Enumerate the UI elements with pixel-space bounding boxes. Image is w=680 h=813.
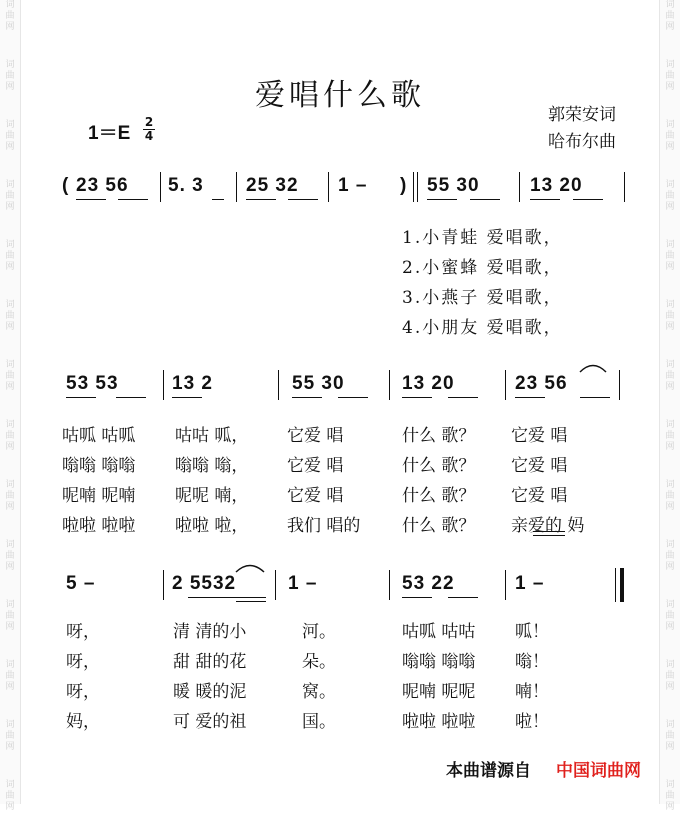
watermark-text xyxy=(3,600,17,633)
measure: 5 – xyxy=(66,573,96,594)
lyric-cell: 咕呱 咕咕 xyxy=(402,622,476,642)
verse-line: 1.小青蛙 爱唱歌， xyxy=(402,228,563,248)
watermark-char: 词 xyxy=(5,60,15,70)
barline xyxy=(328,172,329,202)
verse-line: 3.小燕子 爱唱歌， xyxy=(402,288,563,308)
watermark-char: 网 xyxy=(5,622,15,632)
watermark-char: 网 xyxy=(5,82,15,92)
underline xyxy=(292,397,322,398)
time-top: 2 xyxy=(144,115,154,129)
watermark-text xyxy=(663,660,677,693)
lyric-cell: 什么 歌？ xyxy=(402,486,476,506)
verse-line: 4.小朋友 爱唱歌， xyxy=(402,318,563,338)
watermark-char: 曲 xyxy=(5,551,15,561)
watermark-char: 曲 xyxy=(665,731,675,741)
watermark-char: 词 xyxy=(665,720,675,730)
watermark-char: 词 xyxy=(665,180,675,190)
lyric-cell: 呢呢 喃， xyxy=(175,486,249,506)
watermark-text xyxy=(663,240,677,273)
watermark-char: 曲 xyxy=(5,731,15,741)
watermark-text xyxy=(3,780,17,813)
underline xyxy=(573,199,603,200)
underline xyxy=(116,397,146,398)
intro-close-paren: ) xyxy=(400,175,408,196)
watermark-char: 曲 xyxy=(5,611,15,621)
barline xyxy=(163,570,164,600)
watermark-char: 曲 xyxy=(665,611,675,621)
watermark-char: 曲 xyxy=(665,791,675,801)
lyric-cell: 嗡！ xyxy=(515,652,549,672)
watermark-char: 网 xyxy=(5,742,15,752)
watermark-char: 词 xyxy=(665,780,675,790)
barline xyxy=(413,172,414,202)
watermark-text xyxy=(3,0,17,33)
watermark-text xyxy=(3,420,17,453)
watermark-text xyxy=(3,480,17,513)
watermark-char: 网 xyxy=(5,262,15,272)
song-title: 爱唱什么歌 xyxy=(255,78,425,113)
lyric-cell: 呱！ xyxy=(515,622,549,642)
lyric-cell: 什么 歌？ xyxy=(402,426,476,446)
lyric-cell: 喃！ xyxy=(515,682,549,702)
watermark-text xyxy=(3,300,17,333)
watermark-char: 网 xyxy=(665,622,675,632)
watermark-char: 网 xyxy=(5,442,15,452)
watermark-char: 网 xyxy=(665,682,675,692)
watermark-char: 词 xyxy=(5,780,15,790)
barline xyxy=(389,570,390,600)
watermark-char: 词 xyxy=(665,360,675,370)
lyric-cell: 呀， xyxy=(66,622,100,642)
watermark-char: 词 xyxy=(5,240,15,250)
barline xyxy=(389,370,390,400)
watermark-text xyxy=(663,720,677,753)
watermark-char: 网 xyxy=(665,802,675,812)
lyric-cell: 它爱 唱 xyxy=(287,456,344,476)
lyric-cell: 暖 暖的泥 xyxy=(173,682,247,702)
barline xyxy=(163,370,164,400)
watermark-char: 词 xyxy=(5,300,15,310)
lyric-cell: 呢喃 呢呢 xyxy=(402,682,476,702)
watermark-text xyxy=(663,540,677,573)
measure: 13 2 xyxy=(172,373,213,394)
watermark-char: 曲 xyxy=(665,371,675,381)
barline xyxy=(519,172,520,202)
lyric-cell: 我们 唱的 xyxy=(287,516,361,536)
barline xyxy=(275,570,276,600)
watermark-text xyxy=(663,0,677,33)
watermark-text xyxy=(3,660,17,693)
underline xyxy=(212,199,224,200)
lyric-cell: 清 清的小 xyxy=(173,622,247,642)
watermark-text xyxy=(3,60,17,93)
measure: 55 30 xyxy=(427,175,480,196)
barline xyxy=(505,570,506,600)
watermark-char: 曲 xyxy=(5,671,15,681)
watermark-char: 曲 xyxy=(665,251,675,261)
tie-arc xyxy=(578,361,608,373)
measure: 13 20 xyxy=(530,175,583,196)
underline xyxy=(448,397,478,398)
watermark-char: 曲 xyxy=(665,71,675,81)
lyric-cell: 它爱 唱 xyxy=(287,486,344,506)
lyric-cell: 咕呱 咕呱 xyxy=(62,426,136,446)
lyric-cell: 它爱 唱 xyxy=(511,426,568,446)
watermark-text xyxy=(663,180,677,213)
watermark-char: 词 xyxy=(665,540,675,550)
intro-open-paren: ( xyxy=(62,175,70,196)
watermark-char: 网 xyxy=(665,322,675,332)
watermark-char: 词 xyxy=(5,120,15,130)
time-bottom: 4 xyxy=(144,129,154,143)
watermark-char: 曲 xyxy=(5,491,15,501)
lyric-cell: 可 爱的祖 xyxy=(173,712,247,732)
watermark-char: 曲 xyxy=(665,131,675,141)
watermark-char: 网 xyxy=(665,202,675,212)
watermark-char: 曲 xyxy=(5,71,15,81)
watermark-char: 词 xyxy=(5,720,15,730)
watermark-char: 网 xyxy=(665,262,675,272)
lyric-cell: 啦啦 啦啦 xyxy=(62,516,136,536)
watermark-char: 曲 xyxy=(665,671,675,681)
underline xyxy=(533,535,565,536)
underline xyxy=(515,397,545,398)
lyric-cell: 窝。 xyxy=(302,682,336,702)
underline xyxy=(580,397,610,398)
watermark-text xyxy=(3,720,17,753)
watermark-char: 词 xyxy=(5,660,15,670)
measure: 25 32 xyxy=(246,175,299,196)
watermark-char: 网 xyxy=(665,442,675,452)
watermark-char: 网 xyxy=(665,82,675,92)
watermark-char: 词 xyxy=(665,600,675,610)
lyric-cell: 妈， xyxy=(66,712,100,732)
measure: 1 – xyxy=(288,573,318,594)
watermark-char: 网 xyxy=(5,802,15,812)
watermark-char: 词 xyxy=(5,180,15,190)
underline xyxy=(470,199,500,200)
watermark-text xyxy=(663,60,677,93)
watermark-char: 网 xyxy=(5,22,15,32)
lyric-cell: 嗡嗡 嗡， xyxy=(175,456,249,476)
watermark-char: 网 xyxy=(5,202,15,212)
watermark-text xyxy=(663,780,677,813)
tie-arc xyxy=(234,561,266,573)
final-barline-thick xyxy=(620,568,624,602)
measure: 23 56 xyxy=(76,175,129,196)
measure: 53 22 xyxy=(402,573,455,594)
watermark-char: 词 xyxy=(665,300,675,310)
watermark-char: 网 xyxy=(665,22,675,32)
underline xyxy=(66,397,96,398)
watermark-char: 网 xyxy=(5,142,15,152)
measure: 1 – xyxy=(338,175,368,196)
watermark-text xyxy=(663,600,677,633)
watermark-char: 网 xyxy=(5,382,15,392)
watermark-char: 曲 xyxy=(665,11,675,21)
watermark-text xyxy=(663,420,677,453)
lyric-cell: 嗡嗡 嗡嗡 xyxy=(402,652,476,672)
lyric-cell: 嗡嗡 嗡嗡 xyxy=(62,456,136,476)
underline xyxy=(288,199,318,200)
lyric-cell: 呢喃 呢喃 xyxy=(62,486,136,506)
watermark-text xyxy=(663,300,677,333)
lyric-cell: 啦啦 啦啦 xyxy=(402,712,476,732)
underline xyxy=(188,597,266,598)
underline xyxy=(427,199,457,200)
underline xyxy=(246,199,276,200)
measure: 2 5532 xyxy=(172,573,237,594)
underline xyxy=(338,397,368,398)
lyric-cell: 它爱 唱 xyxy=(287,426,344,446)
watermark-char: 词 xyxy=(665,420,675,430)
verse-line: 2.小蜜蜂 爱唱歌， xyxy=(402,258,563,278)
underline xyxy=(530,199,560,200)
underline xyxy=(402,397,432,398)
measure: 5. 3 xyxy=(168,175,204,196)
barline xyxy=(619,370,620,400)
lyric-cell: 它爱 唱 xyxy=(511,456,568,476)
watermark-char: 曲 xyxy=(5,311,15,321)
watermark-text xyxy=(3,180,17,213)
underline xyxy=(172,397,202,398)
barline xyxy=(236,172,237,202)
lyric-cell: 它爱 唱 xyxy=(511,486,568,506)
barline xyxy=(505,370,506,400)
measure: 55 30 xyxy=(292,373,345,394)
watermark-char: 曲 xyxy=(665,191,675,201)
watermark-char: 网 xyxy=(665,142,675,152)
watermark-char: 词 xyxy=(665,0,675,10)
watermark-char: 曲 xyxy=(665,431,675,441)
watermark-char: 词 xyxy=(5,360,15,370)
underline xyxy=(118,199,148,200)
watermark-char: 网 xyxy=(5,502,15,512)
time-signature xyxy=(143,117,155,142)
watermark-char: 曲 xyxy=(5,791,15,801)
watermark-char: 网 xyxy=(5,682,15,692)
underline xyxy=(533,531,565,532)
watermark-text xyxy=(663,360,677,393)
watermark-char: 词 xyxy=(665,660,675,670)
watermark-text xyxy=(663,120,677,153)
watermark-char: 曲 xyxy=(665,491,675,501)
watermark-char: 曲 xyxy=(665,551,675,561)
measure: 23 56 xyxy=(515,373,568,394)
watermark-char: 曲 xyxy=(5,371,15,381)
watermark-char: 曲 xyxy=(5,11,15,21)
composer-credit: 哈布尔曲 xyxy=(548,132,616,152)
watermark-char: 词 xyxy=(5,540,15,550)
lyric-cell: 国。 xyxy=(302,712,336,732)
watermark-text xyxy=(663,480,677,513)
watermark-char: 网 xyxy=(665,502,675,512)
watermark-char: 曲 xyxy=(5,131,15,141)
lyric-cell: 呀， xyxy=(66,652,100,672)
lyric-cell: 啦！ xyxy=(515,712,549,732)
watermark-char: 词 xyxy=(5,0,15,10)
watermark-char: 曲 xyxy=(5,191,15,201)
watermark-char: 网 xyxy=(665,742,675,752)
watermark-char: 网 xyxy=(5,322,15,332)
key-signature: 1＝E xyxy=(88,123,131,144)
watermark-char: 词 xyxy=(5,480,15,490)
watermark-char: 词 xyxy=(665,240,675,250)
site-link[interactable]: 中国词曲网 xyxy=(556,761,641,780)
lyricist-credit: 郭荣安词 xyxy=(548,105,616,125)
lyric-cell: 咕咕 呱， xyxy=(175,426,249,446)
watermark-char: 词 xyxy=(5,420,15,430)
watermark-char: 词 xyxy=(5,600,15,610)
watermark-text xyxy=(3,360,17,393)
lyric-cell: 河。 xyxy=(302,622,336,642)
watermark-text xyxy=(3,120,17,153)
source-label: 本曲谱源自 xyxy=(446,761,531,780)
watermark-char: 曲 xyxy=(5,431,15,441)
watermark-char: 网 xyxy=(665,562,675,572)
watermark-char: 词 xyxy=(665,60,675,70)
barline xyxy=(278,370,279,400)
lyric-cell: 朵。 xyxy=(302,652,336,672)
watermark-char: 曲 xyxy=(665,311,675,321)
watermark-char: 网 xyxy=(665,382,675,392)
watermark-char: 曲 xyxy=(5,251,15,261)
barline xyxy=(417,172,418,202)
watermark-char: 词 xyxy=(665,120,675,130)
lyric-cell: 甜 甜的花 xyxy=(173,652,247,672)
watermark-text xyxy=(3,240,17,273)
measure: 13 20 xyxy=(402,373,455,394)
measure: 53 53 xyxy=(66,373,119,394)
measure: 1 – xyxy=(515,573,545,594)
watermark-text xyxy=(3,540,17,573)
lyric-cell: 什么 歌？ xyxy=(402,516,476,536)
lyric-cell: 什么 歌？ xyxy=(402,456,476,476)
final-barline-thin xyxy=(615,568,616,602)
barline xyxy=(624,172,625,202)
lyric-cell: 啦啦 啦， xyxy=(175,516,249,536)
watermark-char: 词 xyxy=(665,480,675,490)
underline xyxy=(402,597,432,598)
underline xyxy=(236,601,266,602)
underline xyxy=(76,199,106,200)
barline xyxy=(160,172,161,202)
watermark-char: 网 xyxy=(5,562,15,572)
lyric-cell: 亲爱的 妈 xyxy=(511,516,585,536)
lyric-cell: 呀， xyxy=(66,682,100,702)
underline xyxy=(448,597,478,598)
